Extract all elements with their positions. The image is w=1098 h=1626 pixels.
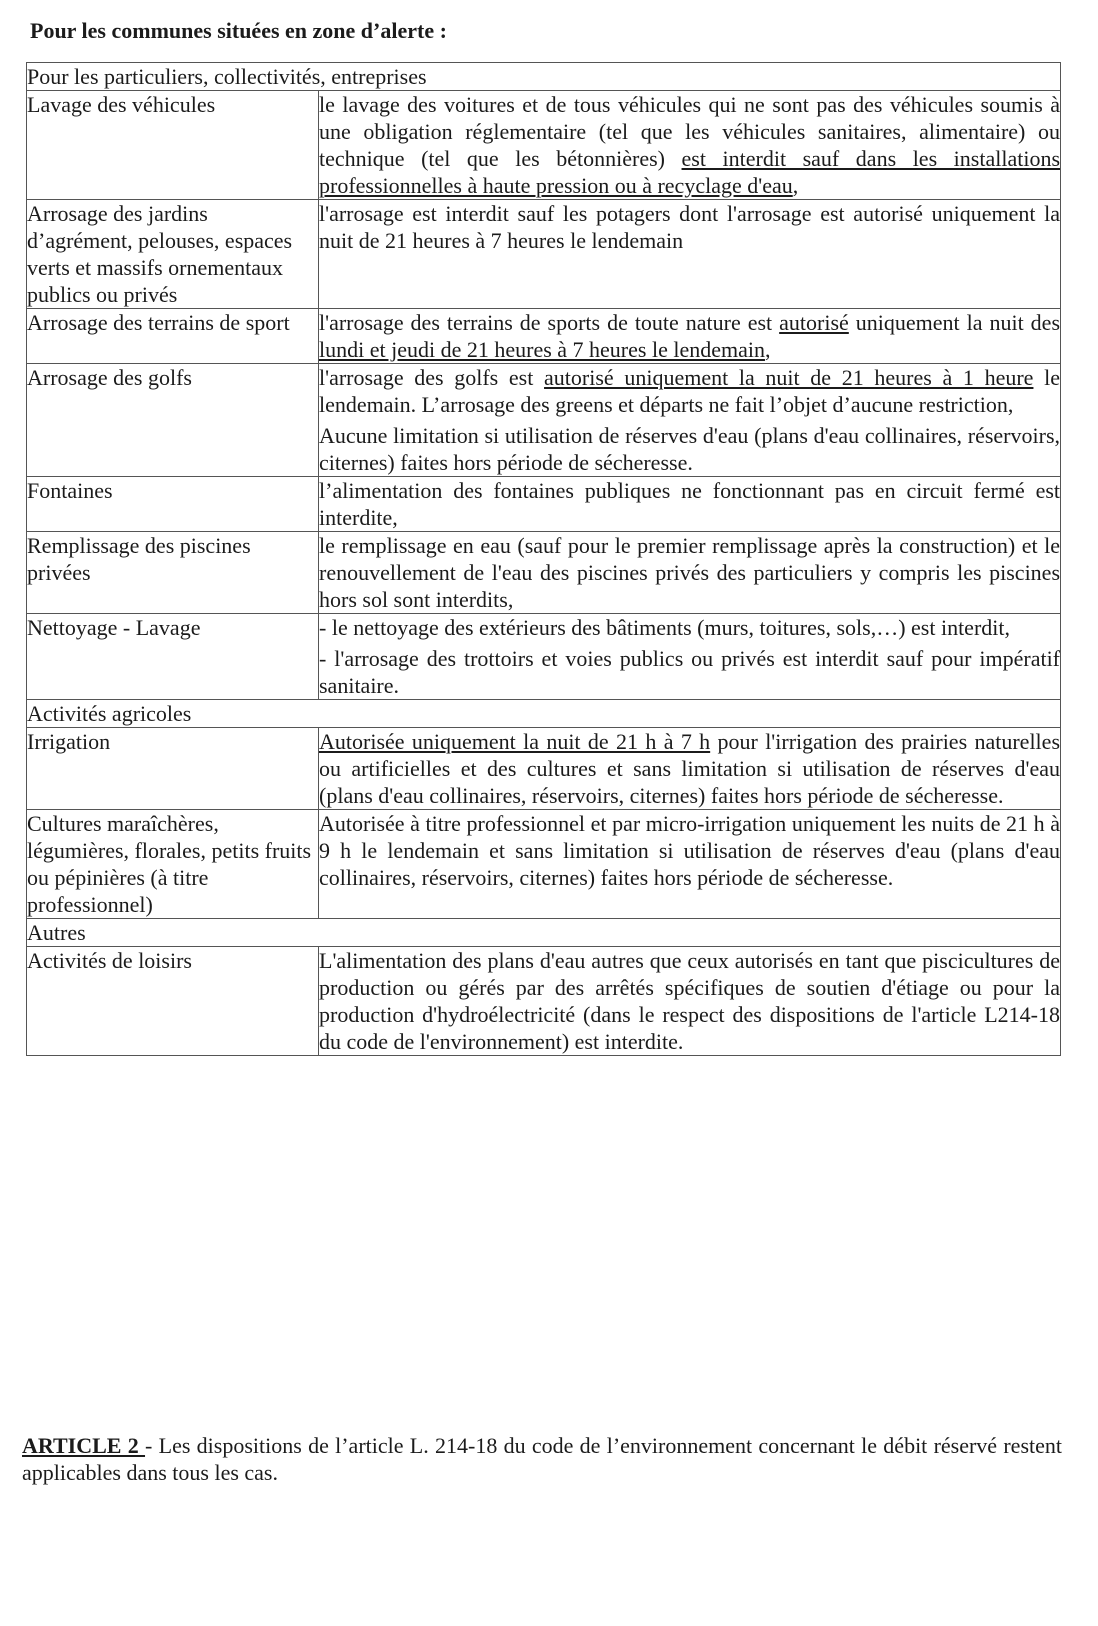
row-label: Nettoyage - Lavage <box>27 614 319 700</box>
rule-paragraph <box>319 422 1060 476</box>
rule-paragraph <box>319 645 1060 699</box>
rule-paragraph <box>319 810 1060 891</box>
rule-text: l'arrosage est interdit sauf les potagers dont l'arrosage est autorisé uniquement la nuit de 21 heures à 7 heures le lendemain <box>319 201 1061 253</box>
row-rule <box>319 532 1061 614</box>
rule-text: le lavage des voitures et de tous véhicules qui ne sont pas des véhicules soumis à une obligation réglementaire (tel que les véhicules sanitaires, alimentaire) ou technique (tel que les bétonnières) <box>319 92 1061 171</box>
rule-text: , <box>764 337 771 362</box>
row-rule <box>319 810 1061 919</box>
article-text: - Les dispositions de l’article L. 214-18 du code de l’environnement concernant le débit réservé restent applicables dans tous les cas. <box>22 1433 1062 1485</box>
table-row <box>27 91 1061 200</box>
row-label: Arrosage des terrains de sport <box>27 309 319 364</box>
rule-text: Autorisée à titre professionnel et par micro-irrigation uniquement les nuits de 21 h à 9 h le lendemain et sans limitation si utilisation de réserves d'eau (plans d'eau collinaires, réservoirs, citernes) faites hors période de sécheresse. <box>319 811 1061 890</box>
rule-text-underlined: autorisé <box>779 310 849 335</box>
rule-paragraph <box>319 309 1060 363</box>
row-rule <box>319 614 1061 700</box>
table-row <box>27 728 1061 810</box>
rule-paragraph <box>319 200 1060 254</box>
row-label: Remplissage des piscines privées <box>27 532 319 614</box>
rule-text: - l'arrosage des trottoirs et voies publics ou privés est interdit sauf pour impératif sanitaire. <box>319 646 1061 698</box>
table-row <box>27 477 1061 532</box>
row-rule <box>319 947 1061 1056</box>
section-title: Pour les particuliers, collectivités, entreprises <box>27 63 1061 91</box>
rule-paragraph <box>319 364 1060 418</box>
rule-text-underlined: lundi et jeudi de 21 heures à 7 heures le lendemain <box>319 337 765 362</box>
rule-text: , <box>792 173 799 198</box>
section-header-row <box>27 919 1061 947</box>
rule-text-underlined: autorisé uniquement la nuit de 21 heures à 1 heure <box>544 365 1034 390</box>
rule-text: le remplissage en eau (sauf pour le premier remplissage après la construction) et le renouvellement de l'eau des piscines privés des particuliers y compris les piscines hors sol sont interdits, <box>319 533 1061 612</box>
table-row <box>27 810 1061 919</box>
row-rule <box>319 200 1061 309</box>
row-label: Arrosage des golfs <box>27 364 319 477</box>
section-header-row <box>27 63 1061 91</box>
rule-text-underlined: Autorisée uniquement la nuit de 21 h à 7 h <box>319 729 711 754</box>
alert-restrictions-table <box>26 62 1061 1056</box>
rule-text: pour l'irrigation des prairies naturelles ou artificielles et des cultures et sans limitation si utilisation de réserves d'eau (plans d'eau collinaires, réservoirs, citernes) faites hors période de sécheresse. <box>319 729 1061 808</box>
row-label: Fontaines <box>27 477 319 532</box>
rule-text: l'arrosage des golfs est <box>319 365 545 390</box>
row-rule <box>319 309 1061 364</box>
row-label: Irrigation <box>27 728 319 810</box>
table-row <box>27 947 1061 1056</box>
row-label: Activités de loisirs <box>27 947 319 1056</box>
article-2 <box>22 1432 1062 1486</box>
table-row <box>27 532 1061 614</box>
table-row <box>27 364 1061 477</box>
rule-paragraph <box>319 614 1060 641</box>
rule-text: le lendemain. L’arrosage des greens et départs ne fait l’objet d’aucune restriction, <box>319 365 1060 417</box>
rule-paragraph <box>319 477 1060 531</box>
rule-paragraph <box>319 728 1060 809</box>
row-label: Lavage des véhicules <box>27 91 319 200</box>
row-rule <box>319 364 1061 477</box>
page-heading: Pour les communes situées en zone d’alerte : <box>30 18 447 43</box>
section-header-row <box>27 700 1061 728</box>
table-row <box>27 614 1061 700</box>
row-label: Arrosage des jardins d’agrément, pelouses, espaces verts et massifs ornementaux publics ou privés <box>27 200 319 309</box>
table-row <box>27 309 1061 364</box>
rule-text: l’alimentation des fontaines publiques ne fonctionnant pas en circuit fermé est interdite, <box>319 478 1061 530</box>
rule-text: Aucune limitation si utilisation de réserves d'eau (plans d'eau collinaires, réservoirs, citernes) faites hors période de sécheresse. <box>319 423 1061 475</box>
article-label: ARTICLE 2 <box>22 1433 146 1458</box>
rule-text: L'alimentation des plans d'eau autres que ceux autorisés en tant que piscicultures de production ou gérés par des arrêtés spécifiques de soutien d'étiage ou pour la production d'hydroélectricité (dans le respect des dispositions de l'article L214-18 du code de l'environnement) est interdite. <box>319 948 1061 1054</box>
table-row <box>27 200 1061 309</box>
rule-text: uniquement la nuit des <box>848 310 1061 335</box>
row-rule <box>319 477 1061 532</box>
table-body <box>27 63 1061 1056</box>
rule-text: - le nettoyage des extérieurs des bâtiments (murs, toitures, sols,…) est interdit, <box>319 615 1011 640</box>
rule-text-underlined: est interdit sauf dans les installations professionnelles à haute pression ou à recyclage d'eau <box>319 146 1061 198</box>
row-rule <box>319 728 1061 810</box>
rule-paragraph <box>319 532 1060 613</box>
rule-paragraph <box>319 947 1060 1055</box>
rule-paragraph <box>319 91 1060 199</box>
section-title: Autres <box>27 919 1061 947</box>
row-rule <box>319 91 1061 200</box>
rule-text: l'arrosage des terrains de sports de toute nature est <box>319 310 780 335</box>
row-label: Cultures maraîchères, légumières, florales, petits fruits ou pépinières (à titre professionnel) <box>27 810 319 919</box>
section-title: Activités agricoles <box>27 700 1061 728</box>
